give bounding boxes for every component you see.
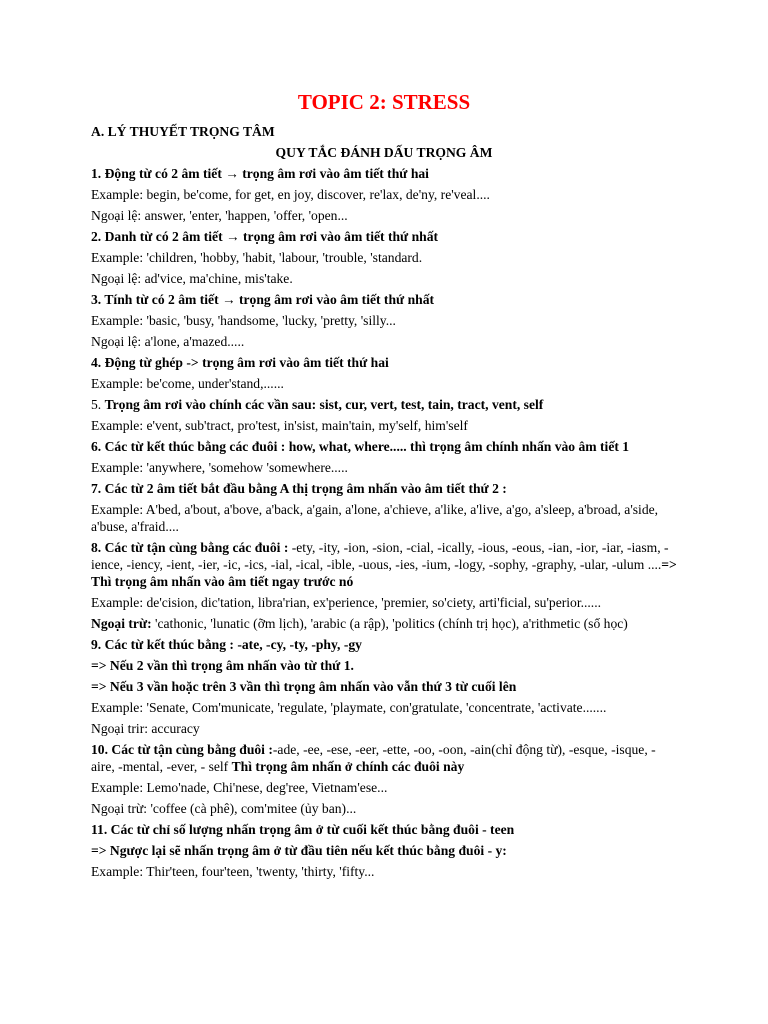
- rule-7-heading: 7. Các từ 2 âm tiết bắt đầu bằng A thị trọng âm nhấn vào âm tiết thứ 2 :: [91, 481, 507, 496]
- rule-5-heading: [91, 396, 677, 413]
- rule-6-example: Example: 'anywhere, 'somehow 'somewhere.....: [91, 460, 348, 475]
- rule-9-exception: Ngoại trir: accuracy: [91, 721, 200, 736]
- rule-3-exception: Ngoại lệ: a'lone, a'mazed.....: [91, 334, 245, 349]
- rule-11-example: Example: Thir'teen, four'teen, 'twenty, 'thirty, 'fifty...: [91, 864, 375, 879]
- section-heading: A. LÝ THUYẾT TRỌNG TÂM: [91, 124, 275, 139]
- rule-8-heading: [91, 539, 677, 590]
- rule-8-exception: [91, 615, 677, 632]
- rule-1-example: Example: begin, be'come, for get, en joy, discover, re'lax, de'ny, re'veal....: [91, 187, 490, 202]
- rule-8-suffixes: -ety, -ity, -ion, -sion, -cial, -ically, -ious, -eous, -ian, -ior, -iar, -iasm, -ience, -iency, -ient, -ier, -ic, -ics, -ial, -ical, -ible, -uous, -ies, -ium, -logy, -sophy, -graphy, -ular, -ulum ....: [91, 540, 669, 572]
- section-subtitle: QUY TẮC ĐÁNH DẤU TRỌNG ÂM: [275, 145, 493, 160]
- rule-5-example: Example: e'vent, sub'tract, pro'test, in'sist, main'tain, my'self, him'self: [91, 418, 468, 433]
- rule-10-tail: Thì trọng âm nhấn ở chính các đuôi này: [231, 759, 465, 774]
- rule-4-example: Example: be'come, under'stand,......: [91, 376, 284, 391]
- rule-6-heading: 6. Các từ kết thúc bằng các đuôi : how, what, where..... thì trọng âm chính nhấn vào âm tiết 1: [91, 439, 630, 454]
- rule-10-suffixes: -ade, -ee, -ese, -eer, -ette, -oo, -oon, -ain(chỉ động từ), -esque, -isque, -aire, -mental, -ever, - self: [91, 742, 656, 774]
- rule-11-line-1: => Ngược lại sẽ nhấn trọng âm ở từ đầu tiên nếu kết thúc bằng đuôi - y:: [91, 843, 507, 858]
- document-page: [91, 90, 677, 884]
- rule-1-exception: Ngoại lệ: answer, 'enter, 'happen, 'offer, 'open...: [91, 208, 348, 223]
- rule-8-tail: => Thì trọng âm nhấn vào âm tiết ngay trước nó: [91, 557, 677, 589]
- rule-8-example: Example: de'cision, dic'tation, libra'rian, ex'perience, 'premier, so'ciety, arti'ficial, su'perior......: [91, 595, 602, 610]
- rule-1-heading: 1. Động từ có 2 âm tiết → trọng âm rơi vào âm tiết thứ hai: [91, 166, 429, 181]
- rule-2-exception: Ngoại lệ: ad'vice, ma'chine, mis'take.: [91, 271, 293, 286]
- rule-9-line-1: => Nếu 2 vần thì trọng âm nhấn vào từ thứ 1.: [91, 658, 354, 673]
- rule-3-example: Example: 'basic, 'busy, 'handsome, 'lucky, 'pretty, 'silly...: [91, 313, 396, 328]
- rule-8-exception-lead: Ngoại trừ:: [91, 616, 152, 631]
- rule-5-text: Trọng âm rơi vào chính các vần sau: sist, cur, vert, test, tain, tract, vent, self: [104, 397, 544, 412]
- rule-10-example: Example: Lemo'nade, Chi'nese, deg'ree, Vietnam'ese...: [91, 780, 388, 795]
- rule-9-heading: 9. Các từ kết thúc bằng : -ate, -cy, -ty, -phy, -gy: [91, 637, 362, 652]
- rule-7-example: Example: A'bed, a'bout, a'bove, a'back, a'gain, a'lone, a'chieve, a'like, a'live, a'go, a'sleep, a'broad, a'side, a'buse, a'fraid....: [91, 502, 659, 534]
- rule-8-lead: 8. Các từ tận cùng bằng các đuôi :: [91, 540, 292, 555]
- rule-2-example: Example: 'children, 'hobby, 'habit, 'labour, 'trouble, 'standard.: [91, 250, 423, 265]
- rule-2-heading: 2. Danh từ có 2 âm tiết → trọng âm rơi vào âm tiết thứ nhất: [91, 229, 439, 244]
- rule-10-lead: 10. Các từ tận cùng bằng đuôi :: [91, 742, 273, 757]
- page-title: TOPIC 2: STRESS: [297, 90, 471, 114]
- rule-4-heading: 4. Động từ ghép -> trọng âm rơi vào âm tiết thứ hai: [91, 355, 389, 370]
- rule-10-exception: Ngoại trừ: 'coffee (cà phê), com'mitee (ủy ban)...: [91, 801, 357, 816]
- rule-5-number: 5.: [91, 397, 105, 412]
- rule-8-exception-text: 'cathonic, 'lunatic (ỡm lịch), 'arabic (a rập), 'politics (chính trị học), a'rithmetic (số học): [151, 616, 628, 631]
- rule-11-heading: 11. Các từ chỉ số lượng nhấn trọng âm ở từ cuối kết thúc bằng đuôi - teen: [91, 822, 515, 837]
- rule-10-heading: [91, 741, 677, 775]
- rule-9-example: Example: 'Senate, Com'municate, 'regulate, 'playmate, con'gratulate, 'concentrate, 'activate.......: [91, 700, 607, 715]
- rule-3-heading: 3. Tính từ có 2 âm tiết → trọng âm rơi vào âm tiết thứ nhất: [91, 292, 435, 307]
- rule-9-line-2: => Nếu 3 vần hoặc trên 3 vần thì trọng âm nhấn vào vẫn thứ 3 từ cuối lên: [91, 679, 517, 694]
